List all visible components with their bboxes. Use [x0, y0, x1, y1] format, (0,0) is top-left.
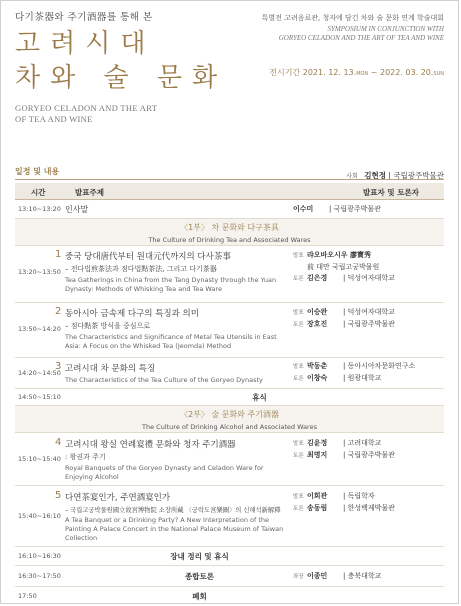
speaker-line	[293, 503, 459, 515]
speaker-separator: |	[343, 492, 348, 500]
period-separator: ~	[368, 68, 380, 77]
table-row-opening	[15, 200, 444, 219]
speaker-name: 랴오바오시우 廖寶秀	[307, 251, 372, 259]
speaker-org: 前 대만 국립고궁박물원	[307, 263, 380, 271]
section-part-1	[15, 219, 444, 246]
table-row-talk-3	[15, 358, 444, 389]
agenda-table	[15, 183, 444, 604]
period-end-tag: SUN	[433, 71, 444, 77]
talk-title-en: A Tea Banquet or a Drinking Party? A New Interpretation of the Painting A Palace Concert in the National Palace Museum of Taiwan Collection	[65, 516, 284, 542]
row-time: 16:10~16:30	[18, 552, 61, 560]
speaker-line	[293, 204, 459, 215]
speaker-line	[293, 491, 459, 503]
speaker-org: 한성백제박물관	[347, 504, 395, 512]
speaker-name: 이종민	[307, 572, 328, 580]
discussion-label: 종합토론	[185, 572, 214, 581]
moderator-separator: |	[388, 171, 394, 180]
speaker-name: 박동춘	[307, 362, 328, 370]
speaker-line	[293, 450, 459, 462]
table-row-talk-5	[15, 486, 444, 547]
table-row-talk-1	[15, 246, 444, 303]
english-title-line-1: GORYEO CELADON AND THE ART	[15, 103, 158, 113]
speaker-separator: |	[343, 308, 348, 316]
speaker-separator: |	[343, 451, 348, 459]
speaker-role: 토론	[293, 453, 304, 459]
speaker-name: 이창숙	[307, 374, 328, 382]
period-start-tag: MON	[356, 71, 369, 77]
row-time: 13:50~14:20	[18, 325, 61, 333]
speaker-role: 좌장	[293, 574, 304, 580]
title-line-2: 차와 술 문화	[15, 63, 228, 93]
symposium-title-en-2: GORYEO CELADON AND THE ART OF TEA AND WINE	[278, 34, 444, 42]
table-row-closing	[15, 587, 444, 604]
speaker-line	[293, 571, 459, 583]
break-label: 휴식	[252, 393, 267, 402]
speaker-role: 발표	[293, 310, 304, 316]
talk-subtitle-ko: – 점다點茶 방식을 중심으로	[65, 322, 151, 330]
row-time: 15:10~15:40	[18, 455, 61, 463]
period-end: 2022. 03. 20.	[379, 68, 434, 77]
row-topic: 인사말	[65, 205, 89, 214]
table-row-talk-2	[15, 303, 444, 358]
talk-title-en: The Characteristics of the Tea Culture of the Goryeo Dynasty	[65, 376, 263, 384]
section-title-en: The Culture of Drinking Alcohol and Associated Wares	[142, 423, 317, 431]
exhibition-period	[269, 67, 444, 78]
table-row-discussion	[15, 566, 444, 587]
moderator-name: 김현정	[364, 171, 386, 180]
speaker-separator: |	[343, 374, 348, 382]
talk-subtitle-ko: – 전다법煎茶法과 점다법點茶法, 그리고 다기茶器	[65, 265, 217, 273]
talk-title-en: The Characteristics and Significance of Metal Tea Utensils in East Asia: A Focus on the Whisked Tea (Jeomda) Method	[65, 333, 277, 350]
symposium-title-en-1: SYMPOSIUM IN CONJUNCTION WITH	[327, 25, 444, 33]
speaker-name: 이승완	[307, 308, 328, 316]
talk-title-ko: 동아시아 금속제 다구의 특징과 의미	[65, 309, 199, 319]
speaker-org: 덕성여자대학교	[347, 308, 395, 316]
speaker-separator: |	[343, 572, 348, 580]
period-start: 2021. 12. 13.	[302, 68, 357, 77]
speaker-line	[293, 262, 459, 273]
table-row-talk-4	[15, 433, 444, 486]
speaker-separator: |	[343, 274, 348, 282]
speaker-separator: |	[343, 320, 348, 328]
talk-number: 1	[55, 249, 62, 260]
speaker-name: 김은경	[307, 274, 328, 282]
header-left	[15, 9, 235, 125]
table-header	[15, 183, 444, 200]
agenda-divider	[15, 179, 444, 180]
speaker-org: 고려대학교	[347, 439, 382, 447]
section-title-ko: 〈2부〉 술 문화와 주기酒器	[180, 410, 279, 419]
speaker-separator: |	[329, 205, 334, 213]
speaker-org: 충북대학교	[347, 572, 382, 580]
speaker-role: 발표	[293, 494, 304, 500]
speaker-role: 토론	[293, 506, 304, 512]
talk-subtitle-ko: : 왕권과 주기	[65, 453, 106, 461]
speaker-org: 국립광주박물관	[347, 451, 395, 459]
speaker-role: 토론	[293, 276, 304, 282]
speaker-name: 장호진	[307, 320, 328, 328]
speaker-org: 동아시아차문화연구소	[347, 362, 416, 370]
speaker-role: 발표	[293, 253, 304, 259]
talk-number: 3	[55, 361, 62, 372]
break-label: 장내 정리 및 휴식	[170, 552, 229, 561]
talk-number: 2	[55, 306, 62, 317]
row-time: 16:30~17:50	[18, 572, 61, 580]
speaker-role: 발표	[293, 364, 304, 370]
speaker-role: 토론	[293, 376, 304, 382]
row-speakers	[293, 250, 459, 285]
row-speakers	[293, 571, 459, 583]
header-time: 시간	[31, 188, 46, 197]
symposium-title-ko: 특별전 고려음료관, 청자에 담긴 차와 술 문화 연계 학술대회	[261, 14, 444, 22]
speaker-line	[293, 250, 459, 262]
moderator-role: 사회	[346, 173, 358, 180]
speaker-name: 최명지	[307, 451, 328, 459]
talk-title-ko: 고려시대 왕실 연례宴禮 문화와 청자 주기酒器	[65, 440, 236, 450]
speaker-line	[293, 273, 459, 285]
speaker-separator: |	[343, 439, 348, 447]
talk-number: 4	[55, 437, 62, 448]
closing-label: 폐회	[192, 592, 207, 601]
speaker-name: 이희관	[307, 492, 328, 500]
row-topic	[55, 306, 287, 351]
row-topic	[55, 437, 287, 482]
title-line-1: 고려시대	[15, 29, 156, 59]
talk-title-en: Tea Gatherings in China from the Tang Dynasty through the Yuan Dynasty: Methods of Whisking Tea and Tea Ware	[65, 276, 277, 293]
talk-number: 5	[55, 490, 62, 501]
talk-title-ko: 고려시대 차 문화의 특징	[65, 364, 156, 374]
speaker-org: 덕성여자대학교	[347, 274, 395, 282]
section-part-2	[15, 406, 444, 433]
english-title	[15, 103, 235, 125]
section-title-en: The Culture of Drinking Tea and Associated Wares	[148, 236, 311, 244]
speaker-separator: |	[343, 362, 348, 370]
row-time: 13:10~13:20	[18, 205, 61, 213]
speaker-org: 독립학자	[347, 492, 375, 500]
row-time: 13:20~13:50	[18, 268, 61, 276]
row-speakers	[293, 361, 459, 385]
speaker-line	[293, 373, 459, 385]
table-row-break-1	[15, 389, 444, 406]
speaker-line	[293, 319, 459, 331]
header-speakers: 발표자 및 토론자	[363, 188, 419, 197]
speaker-role: 토론	[293, 322, 304, 328]
row-speakers	[293, 307, 459, 331]
speaker-line	[293, 438, 459, 450]
moderator-org: 국립광주박물관	[393, 171, 444, 180]
speaker-line	[293, 307, 459, 319]
speaker-org: 국립광주박물관	[333, 205, 381, 213]
row-speakers	[293, 204, 459, 215]
speaker-org: 국립광주박물관	[347, 320, 395, 328]
english-title-line-2: OF TEA AND WINE	[15, 114, 93, 124]
section-title-ko: 〈1부〉 차 문화와 다구茶具	[180, 223, 279, 232]
row-time: 14:50~15:10	[18, 393, 61, 401]
speaker-separator: |	[343, 504, 348, 512]
agenda-title: 일정 및 내용	[15, 167, 60, 176]
symposium-title-en	[234, 25, 444, 43]
speaker-line	[293, 361, 459, 373]
talk-title-ko: 다연茶宴인가, 주연酒宴인가	[65, 493, 171, 503]
row-time: 17:50	[18, 592, 37, 600]
row-time: 15:40~16:10	[18, 512, 61, 520]
row-time: 14:20~14:50	[18, 369, 61, 377]
speaker-name: 이수미	[293, 205, 314, 213]
table-row-break-2	[15, 547, 444, 566]
talk-subtitle-ko: – 국립고궁박물원國立故宮博物院 소장所藏 〈궁락도宮樂圖〉의 신해석新解釋	[65, 507, 281, 514]
speaker-name: 김윤정	[307, 439, 328, 447]
row-speakers	[293, 491, 459, 515]
talk-title-ko: 중국 당대唐代부터 원대元代까지의 다사茶事	[65, 252, 231, 262]
row-topic	[55, 490, 287, 543]
row-speakers	[293, 438, 459, 462]
speaker-org: 원광대학교	[347, 374, 382, 382]
row-topic	[55, 361, 287, 385]
talk-title-en: Royal Banquets of the Goryeo Dynasty and Celadon Ware for Enjoying Alcohol	[65, 464, 264, 481]
speaker-role: 발표	[293, 441, 304, 447]
header-subtitle: 다기茶器와 주기酒器를 통해 본	[15, 12, 153, 23]
header-topic: 발표주제	[75, 188, 104, 197]
period-label: 전시기간	[269, 68, 301, 77]
row-topic	[55, 249, 287, 294]
header-right	[234, 13, 444, 43]
speaker-name: 송동림	[307, 504, 328, 512]
